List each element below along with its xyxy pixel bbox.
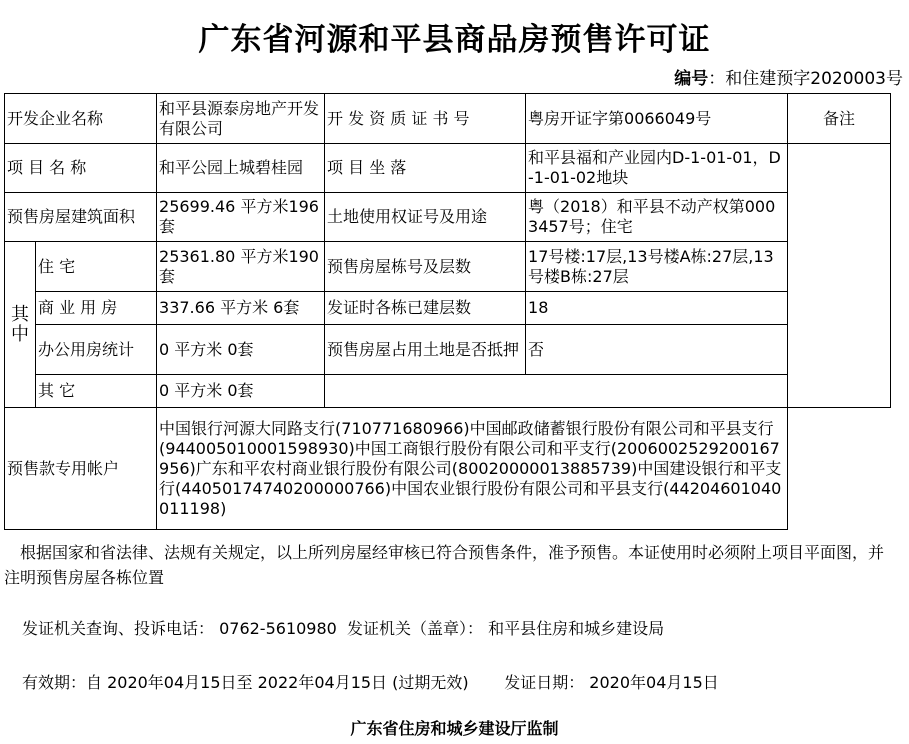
license-table	[4, 93, 891, 530]
commercial-value: 337.66 平方米 6套	[157, 292, 325, 325]
floors-built-value: 18	[526, 292, 788, 325]
mortgage-label: 预售房屋占用土地是否抵押	[325, 325, 526, 375]
mortgage-value: 否	[526, 325, 788, 375]
empty-cell	[325, 375, 788, 408]
other-label: 其 它	[36, 375, 157, 408]
table-row	[5, 193, 891, 242]
buildings-label: 预售房屋栋号及层数	[325, 242, 526, 292]
commercial-label: 商 业 用 房	[36, 292, 157, 325]
table-row	[5, 94, 891, 144]
table-row	[5, 292, 891, 325]
residential-label: 住 宅	[36, 242, 157, 292]
office-value: 0 平方米 0套	[157, 325, 325, 375]
developer-value: 和平县源泰房地产开发有限公司	[157, 94, 325, 144]
buildings-value: 17号楼:17层,13号楼A栋:27层,13号楼B栋:27层	[526, 242, 788, 292]
location-value: 和平县福和产业园内D-1-01-01，D-1-01-02地块	[526, 144, 788, 193]
project-name-value: 和平公园上城碧桂园	[157, 144, 325, 193]
residential-value: 25361.80 平方米190套	[157, 242, 325, 292]
empty-cell	[788, 408, 891, 530]
table-row	[5, 242, 891, 292]
among-label	[5, 242, 36, 408]
project-name-label: 项 目 名 称	[5, 144, 157, 193]
page-title: 广东省河源和平县商品房预售许可证	[198, 22, 711, 58]
floors-built-label: 发证时各栋已建层数	[325, 292, 526, 325]
among-label-text: 其中	[11, 303, 29, 345]
remark-label: 备注	[788, 94, 891, 144]
presale-area-value: 25699.46 平方米196套	[157, 193, 325, 242]
footer-issuer: 广东省住房和城乡建设厅监制	[350, 719, 559, 738]
qualification-label: 开 发 资 质 证 书 号	[325, 94, 526, 144]
land-cert-value: 粤（2018）和平县不动产权第0003457号；住宅	[526, 193, 788, 242]
land-cert-label: 土地使用权证号及用途	[325, 193, 526, 242]
certificate-number-label: 编号	[674, 69, 709, 89]
account-label: 预售款专用帐户	[5, 408, 157, 530]
certificate-number	[674, 64, 903, 89]
presale-area-label: 预售房屋建筑面积	[5, 193, 157, 242]
contact-line: 发证机关查询、投诉电话： 0762-5610980 发证机关（盖章）： 和平县住房和城乡建设局	[22, 619, 665, 638]
table-row	[5, 408, 891, 530]
validity-line: 有效期：自 2020年04月15日至 2022年04月15日 (过期无效) 发证日期： 2020年04月15日	[22, 673, 719, 692]
certificate-number-value: 和住建预字2020003号	[725, 69, 903, 89]
remark-value	[788, 144, 891, 408]
other-value: 0 平方米 0套	[157, 375, 325, 408]
office-label: 办公用房统计	[36, 325, 157, 375]
account-value: 中国银行河源大同路支行(710771680966)中国邮政储蓄银行股份有限公司和平县支行(944005010001598930)中国工商银行股份有限公司和平支行(2006002529200167956)广东和平农村商业银行股份有限公司(80020000013885739)中国建设银行和平支行(44050174740200000766)中国农业银行股份有限公司和平县支行(44204601040011198)	[157, 408, 788, 530]
table-row	[5, 325, 891, 375]
certificate-number-separator: ：	[708, 69, 726, 89]
table-row	[5, 375, 891, 408]
location-label: 项 目 坐 落	[325, 144, 526, 193]
statement-text: 根据国家和省法律、法规有关规定，以上所列房屋经审核已符合预售条件，准予预售。本证使用时必须附上项目平面图，并注明预售房屋各栋位置	[4, 543, 885, 587]
developer-label: 开发企业名称	[5, 94, 157, 144]
table-row	[5, 144, 891, 193]
qualification-value: 粤房开证字第0066049号	[526, 94, 788, 144]
